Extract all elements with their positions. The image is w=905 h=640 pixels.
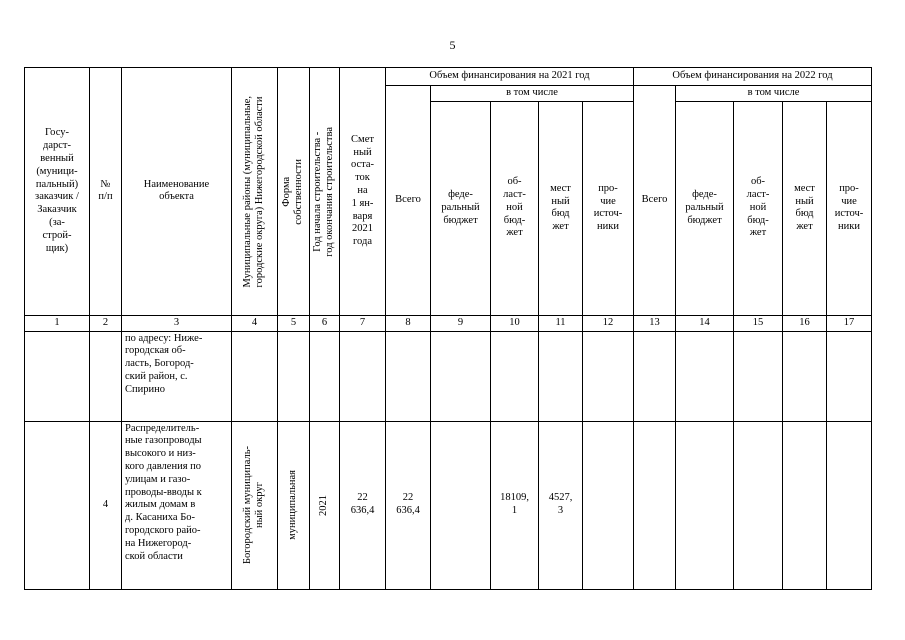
column-number: 2: [90, 315, 122, 331]
column-number: 12: [583, 315, 634, 331]
header-regional-2022: об- ласт- ной бюд- жет: [734, 101, 783, 315]
column-numbers-row: [25, 315, 872, 331]
header-regional-2021: об- ласт- ной бюд- жет: [491, 101, 539, 315]
header-total-2021: Всего: [386, 86, 431, 316]
header-fin-2021: Объем финансирования на 2021 год: [386, 68, 634, 86]
cell-estimate: 22 636,4: [340, 421, 386, 589]
cell-ownership: [278, 331, 310, 421]
cell-district: [232, 421, 278, 589]
cell-total-2021: [386, 331, 431, 421]
table-row: [25, 331, 872, 421]
header-including-2022: в том числе: [676, 86, 872, 102]
cell-regional-2022: [734, 421, 783, 589]
header-num: № п/п: [90, 68, 122, 316]
header-ownership: [278, 68, 310, 316]
cell-ownership: [278, 421, 310, 589]
column-number: 3: [122, 315, 232, 331]
cell-other-2021: [583, 331, 634, 421]
cell-regional-2022: [734, 331, 783, 421]
column-number: 7: [340, 315, 386, 331]
column-number: 11: [539, 315, 583, 331]
cell-local-2022: [783, 421, 827, 589]
header-ownership-text: Форма собственности: [281, 158, 305, 225]
cell-object-name: Распределитель- ные газопроводы высокого и низ- кого давления по улицам и газо- проводы-вводы к жилым домам в д. Касаниха Бо- городского райо- на Нижегород- ской области: [122, 421, 232, 589]
cell-num: 4: [90, 421, 122, 589]
cell-num: [90, 331, 122, 421]
cell-ownership-text: муниципальная: [287, 470, 299, 541]
cell-total-2022: [634, 331, 676, 421]
header-local-2022: мест ный бюд жет: [783, 101, 827, 315]
header-districts: [232, 68, 278, 316]
header-districts-text: Муниципальные районы (муниципальные, городские округа) Нижегородской области: [242, 95, 266, 288]
column-number: 8: [386, 315, 431, 331]
column-number: 17: [827, 315, 872, 331]
column-number: 13: [634, 315, 676, 331]
cell-years-text: 2021: [318, 494, 330, 516]
header-customer: Госу- дарст- венный (муници- пальный) заказчик / Заказчик (за- строй- щик): [25, 68, 90, 316]
cell-district: [232, 331, 278, 421]
table-row: [25, 421, 872, 589]
financing-table: [24, 67, 872, 590]
cell-local-2022: [783, 331, 827, 421]
cell-total-2022: [634, 421, 676, 589]
header-federal-2021: феде- ральный бюджет: [431, 101, 491, 315]
cell-local-2021: 4527, 3: [539, 421, 583, 589]
cell-other-2022: [827, 331, 872, 421]
column-number: 10: [491, 315, 539, 331]
cell-local-2021: [539, 331, 583, 421]
header-fin-2022: Объем финансирования на 2022 год: [634, 68, 872, 86]
cell-regional-2021: [491, 331, 539, 421]
column-number: 1: [25, 315, 90, 331]
header-including-2021: в том числе: [431, 86, 634, 102]
cell-federal-2021: [431, 331, 491, 421]
column-number: 14: [676, 315, 734, 331]
header-other-2021: про- чие источ- ники: [583, 101, 634, 315]
page-number: 5: [449, 38, 456, 52]
cell-years: [310, 331, 340, 421]
cell-other-2021: [583, 421, 634, 589]
column-number: 5: [278, 315, 310, 331]
cell-object-name: по адресу: Ниже- городская об- ласть, Богород- ский район, с. Спирино: [122, 331, 232, 421]
column-number: 16: [783, 315, 827, 331]
header-estimate: Смет ный оста- ток на 1 ян- варя 2021 года: [340, 68, 386, 316]
column-number: 6: [310, 315, 340, 331]
cell-regional-2021: 18109, 1: [491, 421, 539, 589]
column-number: 4: [232, 315, 278, 331]
header-object-name: Наименование объекта: [122, 68, 232, 316]
header-other-2022: про- чие источ- ники: [827, 101, 872, 315]
header-federal-2022: феде- ральный бюджет: [676, 101, 734, 315]
cell-years: [310, 421, 340, 589]
cell-estimate: [340, 331, 386, 421]
header-years: [310, 68, 340, 316]
column-number: 9: [431, 315, 491, 331]
header-local-2021: мест ный бюд жет: [539, 101, 583, 315]
cell-federal-2022: [676, 421, 734, 589]
cell-other-2022: [827, 421, 872, 589]
header-total-2022: Всего: [634, 86, 676, 316]
cell-customer: [25, 331, 90, 421]
header-years-text: Год начала строительства - год окончания строительства: [312, 126, 336, 257]
cell-customer: [25, 421, 90, 589]
cell-federal-2022: [676, 331, 734, 421]
cell-federal-2021: [431, 421, 491, 589]
cell-district-text: Богородский муниципаль- ный округ: [242, 446, 266, 565]
column-number: 15: [734, 315, 783, 331]
cell-total-2021: 22 636,4: [386, 421, 431, 589]
